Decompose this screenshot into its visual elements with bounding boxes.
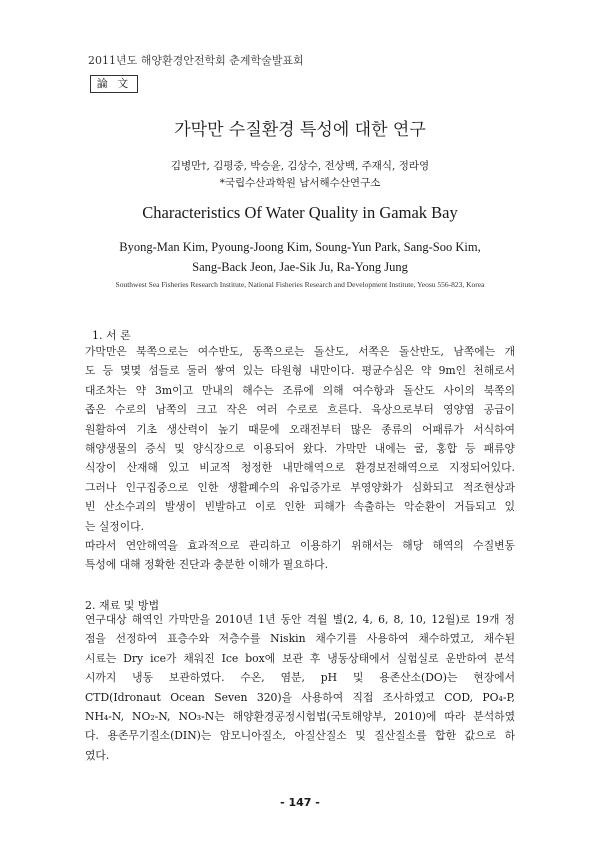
text-line: 도 등 몇몇 섬들로 둘러 쌓여 있는 타원형 내만이다. 평균수심은 약 9m인 천해로서: [85, 364, 515, 378]
article-type-badge: 論 文: [90, 75, 138, 93]
text-line: 였다.: [85, 748, 110, 762]
text-line: CTD(Idronaut Ocean Seven 320)을 사용하여 직접 조사하였고 COD, PO₄-P,: [85, 690, 515, 704]
text-line: 식장이 산재해 있고 비교적 청정한 내만해역으로 환경보전해역으로 지정되어있다.: [85, 461, 515, 475]
text-line: 그러나 인구집중으로 인한 생활폐수의 유입증가로 부영양화가 심화되고 적조현상과: [85, 480, 515, 494]
text-line: 좁은 수로의 남쪽의 크고 작은 여러 수로로 흐른다. 육상으로부터 영양염 공급이: [85, 403, 515, 417]
english-authors-line: Sang-Back Jeon, Jae-Sik Ju, Ra-Yong Jung: [192, 260, 408, 274]
korean-authors: 김병만†, 김평중, 박승윤, 김상수, 전상백, 주재식, 정라영: [170, 160, 430, 172]
introduction-paragraph: [85, 342, 515, 575]
methods-paragraph: [85, 610, 515, 765]
korean-affiliation: *국립수산과학원 남서해수산연구소: [219, 177, 381, 189]
section-heading-methods: 2. 재료 및 방법: [85, 599, 160, 612]
text-line: 대조차는 약 3m이고 만내의 해수는 조류에 의해 여수항과 돌산도 사이의 북쪽의: [85, 383, 515, 397]
text-line: 빈 산소수괴의 발생이 빈발하고 이로 인한 피해가 속출하는 악순환이 거듭되고 있: [85, 500, 515, 514]
text-line: 연구대상 해역인 가막만을 2010년 1년 동안 격월 별(2, 4, 6, 8, 10, 12월)로 19개 정: [85, 613, 515, 626]
korean-title: 가막만 수질환경 특성에 대한 연구: [174, 120, 426, 140]
section-heading-introduction: 1. 서 론: [92, 329, 131, 342]
text-line: NH₄-N, NO₂-N, NO₃-N는 해양환경공정시험법(국토해양부, 2010)에 따라 분석하였: [85, 710, 515, 724]
english-affiliation: Southwest Sea Fisheries Research Institute, National Fisheries Research and Development Institute, Yeosu 556-823, Korea: [115, 280, 485, 289]
text-line: 시까지 냉동 보관하였다. 수온, 염분, pH 및 용존산소(DO)는 현장에서: [85, 671, 515, 685]
text-line: 점을 선정하여 표층수와 저층수를 Niskin 채수기를 사용하여 채수하였고, 채수된: [85, 632, 515, 646]
text-line: 는 실정이다.: [85, 519, 145, 533]
english-title: Characteristics Of Water Quality in Gamak Bay: [142, 203, 458, 222]
text-line: 가막만은 북쪽으로는 여수반도, 동쪽으로는 돌산도, 서쪽은 돌산반도, 남쪽에는 개: [85, 345, 515, 358]
page-number: - 147 -: [280, 796, 320, 809]
text-line: 해양생물의 증식 및 양식장으로 이용되어 왔다. 가막만 내에는 굴, 홍합 등 패류양: [85, 442, 515, 456]
text-line: 따라서 연안해역을 효과적으로 관리하고 이용하기 위해서는 해당 해역의 수질변동: [85, 539, 515, 553]
english-authors-line: Byong-Man Kim, Pyoung-Joong Kim, Soung-Yun Park, Sang-Soo Kim,: [119, 240, 481, 254]
running-header: 2011년도 해양환경안전학회 춘계학술발표회: [88, 54, 304, 67]
text-line: 다. 용존무기질소(DIN)는 암모니아질소, 아질산질소 및 질산질소를 합한 값으로 하: [85, 729, 515, 743]
text-line: 시료는 Dry ice가 채워진 Ice box에 보관 후 냉동상태에서 실험실로 운반하여 분석: [85, 651, 515, 665]
text-line: 원활하여 기초 생산력이 높기 때문에 오래전부터 많은 종류의 어패류가 서식하여: [85, 422, 515, 436]
text-line: 특성에 대해 정확한 진단과 충분한 이해가 필요하다.: [85, 558, 329, 572]
